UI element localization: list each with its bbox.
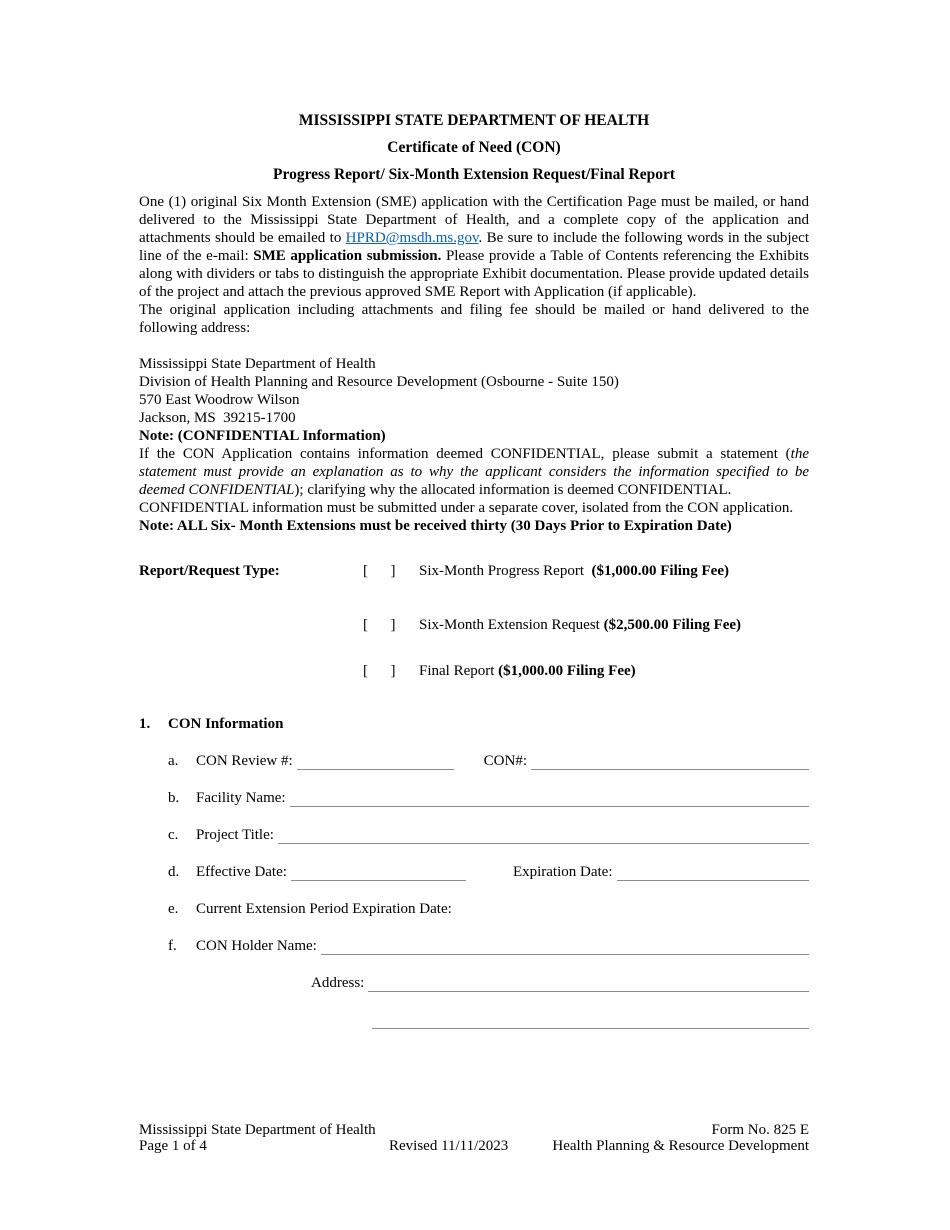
section-1-title: CON Information (168, 716, 284, 732)
con-holder-address-field-2[interactable] (372, 1011, 809, 1029)
con-number-field[interactable] (531, 752, 809, 770)
con-holder-address-label: Address: (311, 975, 365, 991)
project-title-label: Project Title: (196, 827, 274, 843)
item-b-facility-name (139, 789, 809, 808)
confidential-text-after-italic: ); clarifying why the allocated information is deemed CONFIDENTIAL. (294, 482, 732, 498)
item-f-letter: f. (168, 938, 177, 954)
page-subtitle-2: Progress Report/ Six-Month Extension Request/Final Report (273, 166, 675, 183)
option-progress-report (419, 562, 729, 580)
page-title: MISSISSIPPI STATE DEPARTMENT OF HEALTH (298, 112, 650, 129)
item-a-con-review (139, 752, 809, 771)
section-1-heading (139, 715, 809, 733)
email-link[interactable]: HPRD@msdh.ms.gov (345, 230, 479, 246)
option-progress-report-fee: ($1,000.00 Filing Fee) (591, 563, 729, 579)
confidential-text-before-italic: If the CON Application contains information deemed CONFIDENTIAL, please submit a statement ( (139, 446, 791, 462)
option-final-report-name: Final Report (419, 663, 499, 679)
con-holder-address-row-2 (139, 1011, 809, 1029)
checkbox-six-month-extension-request[interactable]: [ ] (363, 617, 396, 633)
checkbox-six-month-progress-report[interactable]: [ ] (363, 563, 396, 579)
item-f-con-holder (139, 937, 809, 956)
intro-text-after-link: . Be sure to include the following words in the subject line of the e-mail: (139, 230, 809, 264)
address-line-3: 570 East Woodrow Wilson (139, 392, 300, 408)
address-line-1: Mississippi State Department of Health (139, 356, 376, 372)
option-extension-request-fee: ($2,500.00 Filing Fee) (603, 617, 742, 633)
footer-right (552, 1122, 809, 1154)
item-e-letter: e. (168, 901, 179, 917)
mailing-address-block (139, 355, 809, 427)
intro-text-before-link: One (1) original Six Month Extension (SME) application with the Certification Page must be mailed, or hand delivered to the Mississippi State Department of Health, and a complete copy of the application and attachments should be emailed to (139, 194, 809, 246)
project-title-field[interactable] (278, 826, 809, 844)
item-b-letter: b. (168, 790, 180, 806)
report-type-label: Report/Request Type: (139, 563, 280, 579)
separate-cover-statement: CONFIDENTIAL information must be submitted under a separate cover, isolated from the CON application. (139, 500, 794, 516)
intro-bold-subject: SME application submission. (253, 248, 442, 264)
facility-name-label: Facility Name: (196, 790, 286, 806)
option-extension-request-name: Six-Month Extension Request (419, 617, 604, 633)
item-d-dates (139, 863, 809, 882)
con-review-number-field[interactable] (297, 752, 454, 770)
footer-division: Health Planning & Resource Development (552, 1138, 809, 1154)
footer-page-number: Page 1 of 4 (139, 1138, 207, 1154)
report-type-row-progress (139, 562, 809, 580)
footer-department: Mississippi State Department of Health (139, 1122, 376, 1138)
con-holder-name-label: CON Holder Name: (196, 938, 317, 954)
intro-paragraph (139, 193, 809, 301)
option-progress-report-name: Six-Month Progress Report (419, 563, 592, 579)
item-e-current-extension (139, 900, 809, 919)
option-extension-request (419, 616, 741, 634)
current-extension-expiration-label: Current Extension Period Expiration Date: (196, 901, 452, 917)
intro-text-after-bold: Please provide a Table of Contents referencing the Exhibits along with dividers or tabs to distinguish the appropriate Exhibit documentation. Please provide updated details of the project and attach the previous approved SME Report with Application (if applicable). (139, 248, 809, 300)
item-a-letter: a. (168, 753, 179, 769)
con-holder-name-field[interactable] (321, 937, 809, 955)
item-c-project-title (139, 826, 809, 845)
expiration-date-field[interactable] (617, 863, 810, 881)
con-number-label: CON#: (483, 753, 528, 769)
con-holder-address-field-1[interactable] (368, 974, 809, 992)
page-subtitle: Certificate of Need (CON) (387, 139, 561, 156)
report-type-row-extension (139, 616, 809, 634)
mailing-paragraph: The original application including attachments and filing fee should be mailed or hand delivered to the following address: (139, 302, 809, 336)
confidential-note-heading: Note: (CONFIDENTIAL Information) (139, 428, 386, 444)
con-holder-address-row (139, 974, 809, 993)
effective-date-label: Effective Date: (196, 864, 287, 880)
footer-revised-date: Revised 11/11/2023 (389, 1138, 509, 1154)
page-content (139, 112, 809, 1029)
address-line-4: Jackson, MS 39215-1700 (139, 410, 296, 426)
facility-name-field[interactable] (290, 789, 809, 807)
expiration-date-label: Expiration Date: (512, 864, 613, 880)
expiration-note: Note: ALL Six- Month Extensions must be received thirty (30 Days Prior to Expiration Date) (139, 518, 732, 534)
footer-left (139, 1122, 376, 1154)
confidential-paragraph (139, 445, 809, 499)
con-review-label: CON Review #: (196, 753, 293, 769)
checkbox-final-report[interactable]: [ ] (363, 663, 396, 679)
report-type-row-final (139, 662, 809, 680)
section-1-number: 1. (139, 716, 151, 732)
effective-date-field[interactable] (291, 863, 466, 881)
option-final-report (419, 662, 636, 680)
confidential-italic-text: the statement must provide an explanation as to why the applicant considers the information specified to be deemed CONFIDENTIAL (139, 446, 809, 498)
item-c-letter: c. (168, 827, 179, 843)
item-d-letter: d. (168, 864, 180, 880)
option-final-report-fee: ($1,000.00 Filing Fee) (498, 663, 636, 679)
footer-form-number: Form No. 825 E (711, 1122, 809, 1138)
address-line-2: Division of Health Planning and Resource Development (Osbourne - Suite 150) (139, 374, 619, 390)
